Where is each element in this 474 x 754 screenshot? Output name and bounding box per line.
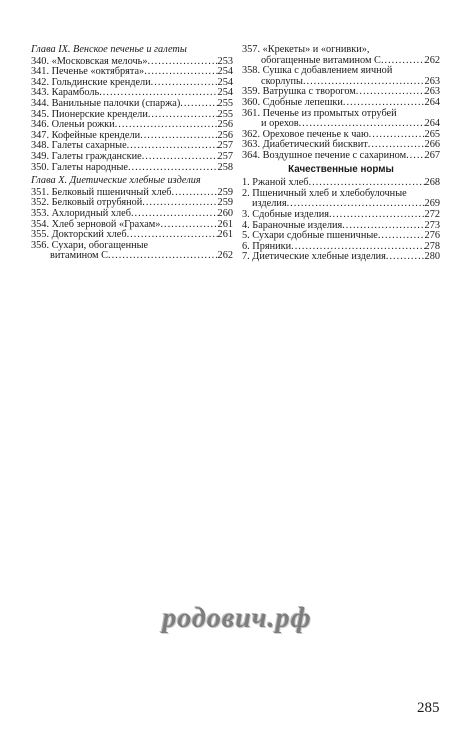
- toc-list: [31, 188, 233, 241]
- toc-entry: [242, 98, 440, 109]
- toc-page-number: 259: [217, 186, 233, 198]
- toc-page-number: 255: [217, 108, 233, 120]
- toc-page-number: 262: [424, 54, 440, 66]
- toc-page-number: 269: [424, 198, 440, 210]
- section-heading: Качественные нормы: [288, 163, 394, 175]
- toc-page-number: 259: [217, 197, 233, 209]
- leader-dots: [142, 198, 217, 209]
- toc-entry: [242, 109, 440, 130]
- toc-page-number: 263: [424, 86, 440, 98]
- toc-page-number: 254: [217, 87, 233, 99]
- toc-page-number: 280: [424, 251, 440, 263]
- toc-entry-text: 347. Кофейные крендели: [31, 129, 141, 141]
- toc-page-number: 254: [217, 66, 233, 78]
- leader-dots: [142, 152, 218, 163]
- toc-page-number: 256: [217, 119, 233, 131]
- toc-page-number: 265: [424, 128, 440, 140]
- watermark: родович.рф: [162, 603, 312, 634]
- toc-entry-text: 364. Воздушное печение с сахарином: [242, 149, 407, 161]
- toc-entry-text: 358. Сушка с добавлением яичной: [242, 65, 393, 77]
- toc-page-number: 255: [217, 97, 233, 109]
- leader-dots: [406, 151, 424, 162]
- leader-dots: [140, 131, 217, 142]
- leader-dots: [108, 251, 218, 262]
- toc-page-number: 264: [424, 96, 440, 108]
- toc-entry-text: 342. Гольдинские крендели: [31, 76, 151, 88]
- leader-dots: [131, 209, 218, 220]
- toc-entry: [242, 66, 440, 87]
- toc-entry-text: обогащенные витамином С: [261, 54, 381, 66]
- toc-left-column: [31, 45, 233, 262]
- toc-entry: [242, 151, 440, 162]
- leader-dots: [386, 252, 425, 263]
- toc-page-number: 261: [217, 218, 233, 230]
- leader-dots: [356, 87, 425, 98]
- toc-entry: [242, 45, 440, 66]
- toc-entry-text: 346. Оленьи рожки: [31, 119, 115, 131]
- leader-dots: [148, 110, 218, 121]
- toc-entry-text: 359. Ватрушка с творогом: [242, 86, 356, 98]
- toc-entry-text: 1. Ржаной хлеб: [242, 177, 309, 189]
- leader-dots: [329, 210, 425, 221]
- toc-page-number: 268: [424, 177, 440, 189]
- page-number: 285: [417, 700, 440, 716]
- toc-entry: [31, 241, 233, 262]
- toc-entry: [31, 163, 233, 174]
- leader-dots: [144, 67, 217, 78]
- toc-list: [242, 210, 440, 263]
- toc-list: [242, 130, 440, 162]
- toc-entry: [242, 210, 440, 221]
- toc-entry-text: витамином С: [50, 250, 109, 262]
- toc-entry: [31, 209, 233, 220]
- leader-dots: [369, 130, 425, 141]
- leader-dots: [172, 188, 218, 199]
- toc-page-number: 267: [424, 149, 440, 161]
- toc-entry: [31, 152, 233, 163]
- toc-page-number: 254: [217, 76, 233, 88]
- toc-page-number: 278: [424, 240, 440, 252]
- toc-list: [242, 87, 440, 108]
- toc-page-number: 272: [424, 208, 440, 220]
- toc-entry-text: 7. Диетические хлебные изделия: [242, 251, 386, 263]
- toc-page-number: 273: [424, 219, 440, 231]
- toc-entry-text: и орехов: [261, 118, 299, 130]
- toc-entry-text: 3. Сдобные изделия: [242, 208, 329, 220]
- toc-right-column: [242, 45, 440, 263]
- toc-entry-text: 4. Бараночные изделия: [242, 219, 343, 231]
- leader-dots: [378, 231, 425, 242]
- toc-entry: [31, 99, 233, 110]
- toc-entry-text: 355. Докторский хлеб: [31, 229, 127, 241]
- toc-entry: [242, 252, 440, 263]
- leader-dots: [160, 220, 217, 231]
- toc-entry-text: 362. Ореховое печенье к чаю: [242, 128, 369, 140]
- leader-dots: [180, 99, 217, 110]
- toc-entry-text: 353. Ахлоридный хлеб: [31, 207, 131, 219]
- chapter-heading: Глава X. Диетические хлебные изделия: [31, 175, 201, 187]
- toc-page-number: 263: [424, 75, 440, 87]
- toc-page-number: 261: [217, 229, 233, 241]
- toc-entry-text: 344. Ванильные палочки (спаржа): [31, 97, 181, 109]
- toc-page-number: 264: [424, 118, 440, 130]
- leader-dots: [151, 78, 218, 89]
- chapter-heading: Глава IX. Венское печенье и галеты: [31, 44, 187, 55]
- toc-entry-text: 341. Печенье «октябрята»: [31, 66, 145, 78]
- toc-page-number: 266: [424, 139, 440, 151]
- toc-page-number: 257: [217, 150, 233, 162]
- toc-entry-text: 2. Пшеничный хлеб и хлебобулочные: [242, 187, 407, 199]
- toc-page-number: 260: [217, 207, 233, 219]
- toc-entry-text: 352. Белковый отрубяной: [31, 197, 143, 209]
- toc-entry-text: 363. Диабетический бисквит: [242, 139, 368, 151]
- leader-dots: [147, 57, 217, 68]
- toc-entry-text: 343. Карамболь: [31, 87, 100, 99]
- toc-page-number: 253: [217, 55, 233, 67]
- toc-entry-text: изделия: [252, 198, 287, 210]
- toc-entry-text: 357. «Крекеты» и «огнивки»,: [242, 44, 370, 55]
- toc-entry-text: 350. Галеты народные: [31, 161, 128, 173]
- toc-entry-text: 6. Пряники: [242, 240, 292, 252]
- toc-entry-text: 351. Белковый пшеничный хлеб: [31, 186, 172, 198]
- toc-page-number: 276: [424, 230, 440, 242]
- toc-page-number: 258: [217, 161, 233, 173]
- toc-page-number: 257: [217, 140, 233, 152]
- toc-entry-text: 360. Сдобные лепешки: [242, 96, 343, 108]
- leader-dots: [128, 163, 218, 174]
- toc-entry-text: скорлупы: [261, 75, 303, 87]
- toc-entry-text: 340. «Московская мелочь»: [31, 55, 148, 67]
- toc-entry-text: 5. Сухари сдобные пшеничные: [242, 230, 378, 242]
- toc-entry-text: 354. Хлеб зерновой «Грахам»: [31, 218, 161, 230]
- toc-entry: [242, 189, 440, 210]
- toc-entry-text: 345. Пионерские крендели: [31, 108, 148, 120]
- toc-entry-text: 361. Печенье из промытых отрубей: [242, 107, 397, 119]
- toc-entry-text: 348. Галеты сахарные: [31, 140, 127, 152]
- toc-page-number: 256: [217, 129, 233, 141]
- toc-entry-text: 349. Галеты гражданские: [31, 150, 142, 162]
- toc-entry-text: 356. Сухари, обогащенные: [31, 239, 149, 251]
- leader-dots: [343, 98, 425, 109]
- toc-list: [31, 57, 233, 174]
- toc-page-number: 262: [217, 250, 233, 262]
